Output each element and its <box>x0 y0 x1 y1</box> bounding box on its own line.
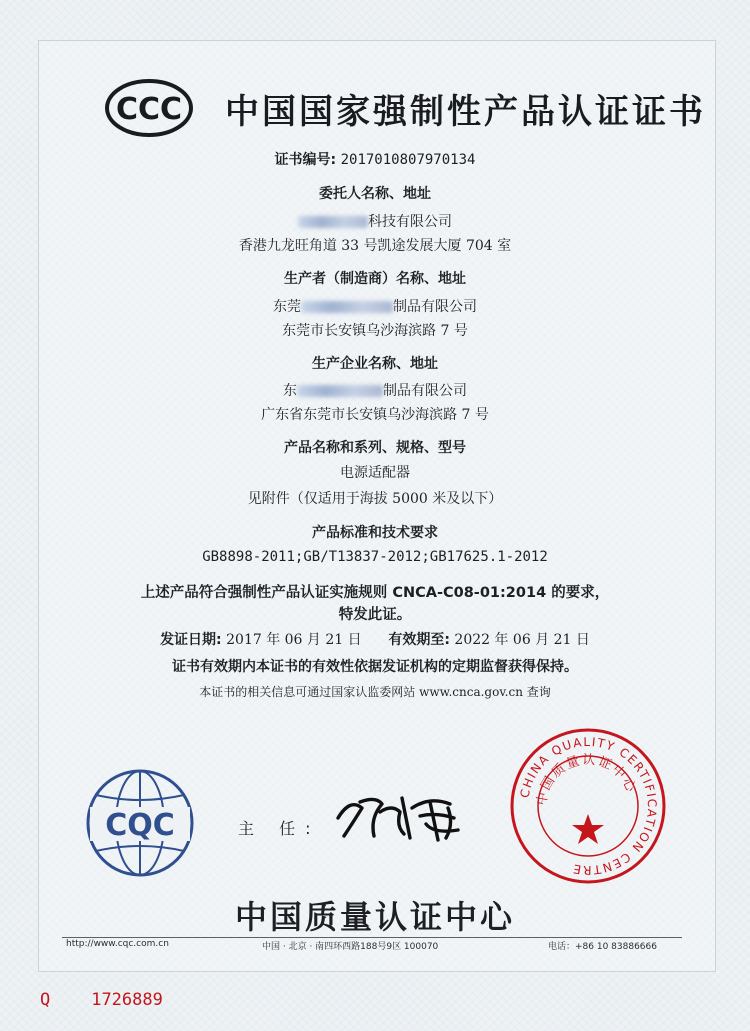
serial-number <box>40 990 163 1010</box>
applicant-heading: 委托人名称、地址 <box>319 186 431 202</box>
cqc-globe-logo-icon <box>82 765 198 881</box>
certificate-number-row <box>0 149 750 169</box>
manufacturer-address: 东莞市长安镇乌沙海滨路 7 号 <box>282 323 468 339</box>
redacted-text <box>297 385 383 397</box>
redacted-text <box>298 216 368 228</box>
standards-heading: 产品标准和技术要求 <box>312 525 438 541</box>
svg-text:CHINA QUALITY CERTIFICATION CE: CHINA QUALITY CERTIFICATION CENTRE <box>517 734 660 878</box>
svg-text:CCC: CCC <box>115 92 183 127</box>
footer-website: http://www.cqc.com.cn <box>66 939 169 949</box>
compliance-statement-line1: 上述产品符合强制性产品认证实施规则 CNCA-C08-01:2014 的要求， <box>140 585 610 601</box>
redacted-text <box>301 301 393 313</box>
factory-name-suffix: 制品有限公司 <box>383 383 467 399</box>
certificate-number-label: 证书编号: <box>274 152 337 168</box>
applicant-name <box>0 211 750 231</box>
dates-row <box>0 629 750 649</box>
svg-text:中国质量认证中心: 中国质量认证中心 <box>534 752 639 807</box>
certification-centre-seal-icon <box>508 726 668 886</box>
expiry-date-label: 有效期至: <box>388 632 450 648</box>
compliance-statement-line2: 特发此证。 <box>338 607 412 623</box>
factory-address: 广东省东莞市长安镇乌沙海滨路 7 号 <box>261 407 489 423</box>
factory-name-prefix: 东 <box>283 383 297 399</box>
expiry-date: 2022 年 06 月 21 日 <box>454 632 590 648</box>
factory-heading: 生产企业名称、地址 <box>312 356 438 372</box>
applicant-address: 香港九龙旺角道 33 号凯途发展大厦 704 室 <box>238 238 512 254</box>
ccc-logo-icon <box>104 78 194 138</box>
footer-phone: 电话：+86 10 83886666 <box>548 942 657 952</box>
manufacturer-name-prefix: 东莞 <box>273 299 301 315</box>
validity-note: 证书有效期内本证书的有效性依据发证机构的定期监督获得保持。 <box>172 659 578 675</box>
certificate-number: 2017010807970134 <box>340 152 476 168</box>
standards-list: GB8898-2011;GB/T13837-2012;GB17625.1-2012 <box>202 549 548 565</box>
footer-address: 中国 · 北京 · 南四环西路188号9区 100070 <box>262 942 439 952</box>
serial-prefix: Q <box>40 990 51 1010</box>
manufacturer-name-suffix: 制品有限公司 <box>393 299 477 315</box>
certificate-title: 中国国家强制性产品认证证书 <box>225 92 706 132</box>
product-heading: 产品名称和系列、规格、型号 <box>284 440 466 456</box>
issue-date-label: 发证日期: <box>160 632 222 648</box>
serial-value: 1726889 <box>91 990 163 1010</box>
issue-date: 2017 年 06 月 21 日 <box>226 632 362 648</box>
product-note: 见附件（仅适用于海拔 5000 米及以下） <box>247 491 503 507</box>
product-name: 电源适配器 <box>340 465 410 481</box>
director-label: 主 任: <box>238 819 321 838</box>
svg-text:CQC: CQC <box>105 808 175 843</box>
footer-divider <box>62 937 682 938</box>
issuing-organization: 中国质量认证中心 <box>234 898 515 936</box>
info-note: 本证书的相关信息可通过国家认监委网站 www.cnca.gov.cn 查询 <box>199 685 551 699</box>
applicant-name-suffix: 科技有限公司 <box>368 214 452 230</box>
manufacturer-name <box>0 296 750 316</box>
factory-name <box>0 380 750 400</box>
manufacturer-heading: 生产者（制造商）名称、地址 <box>284 271 466 287</box>
director-signature-icon <box>330 778 480 848</box>
